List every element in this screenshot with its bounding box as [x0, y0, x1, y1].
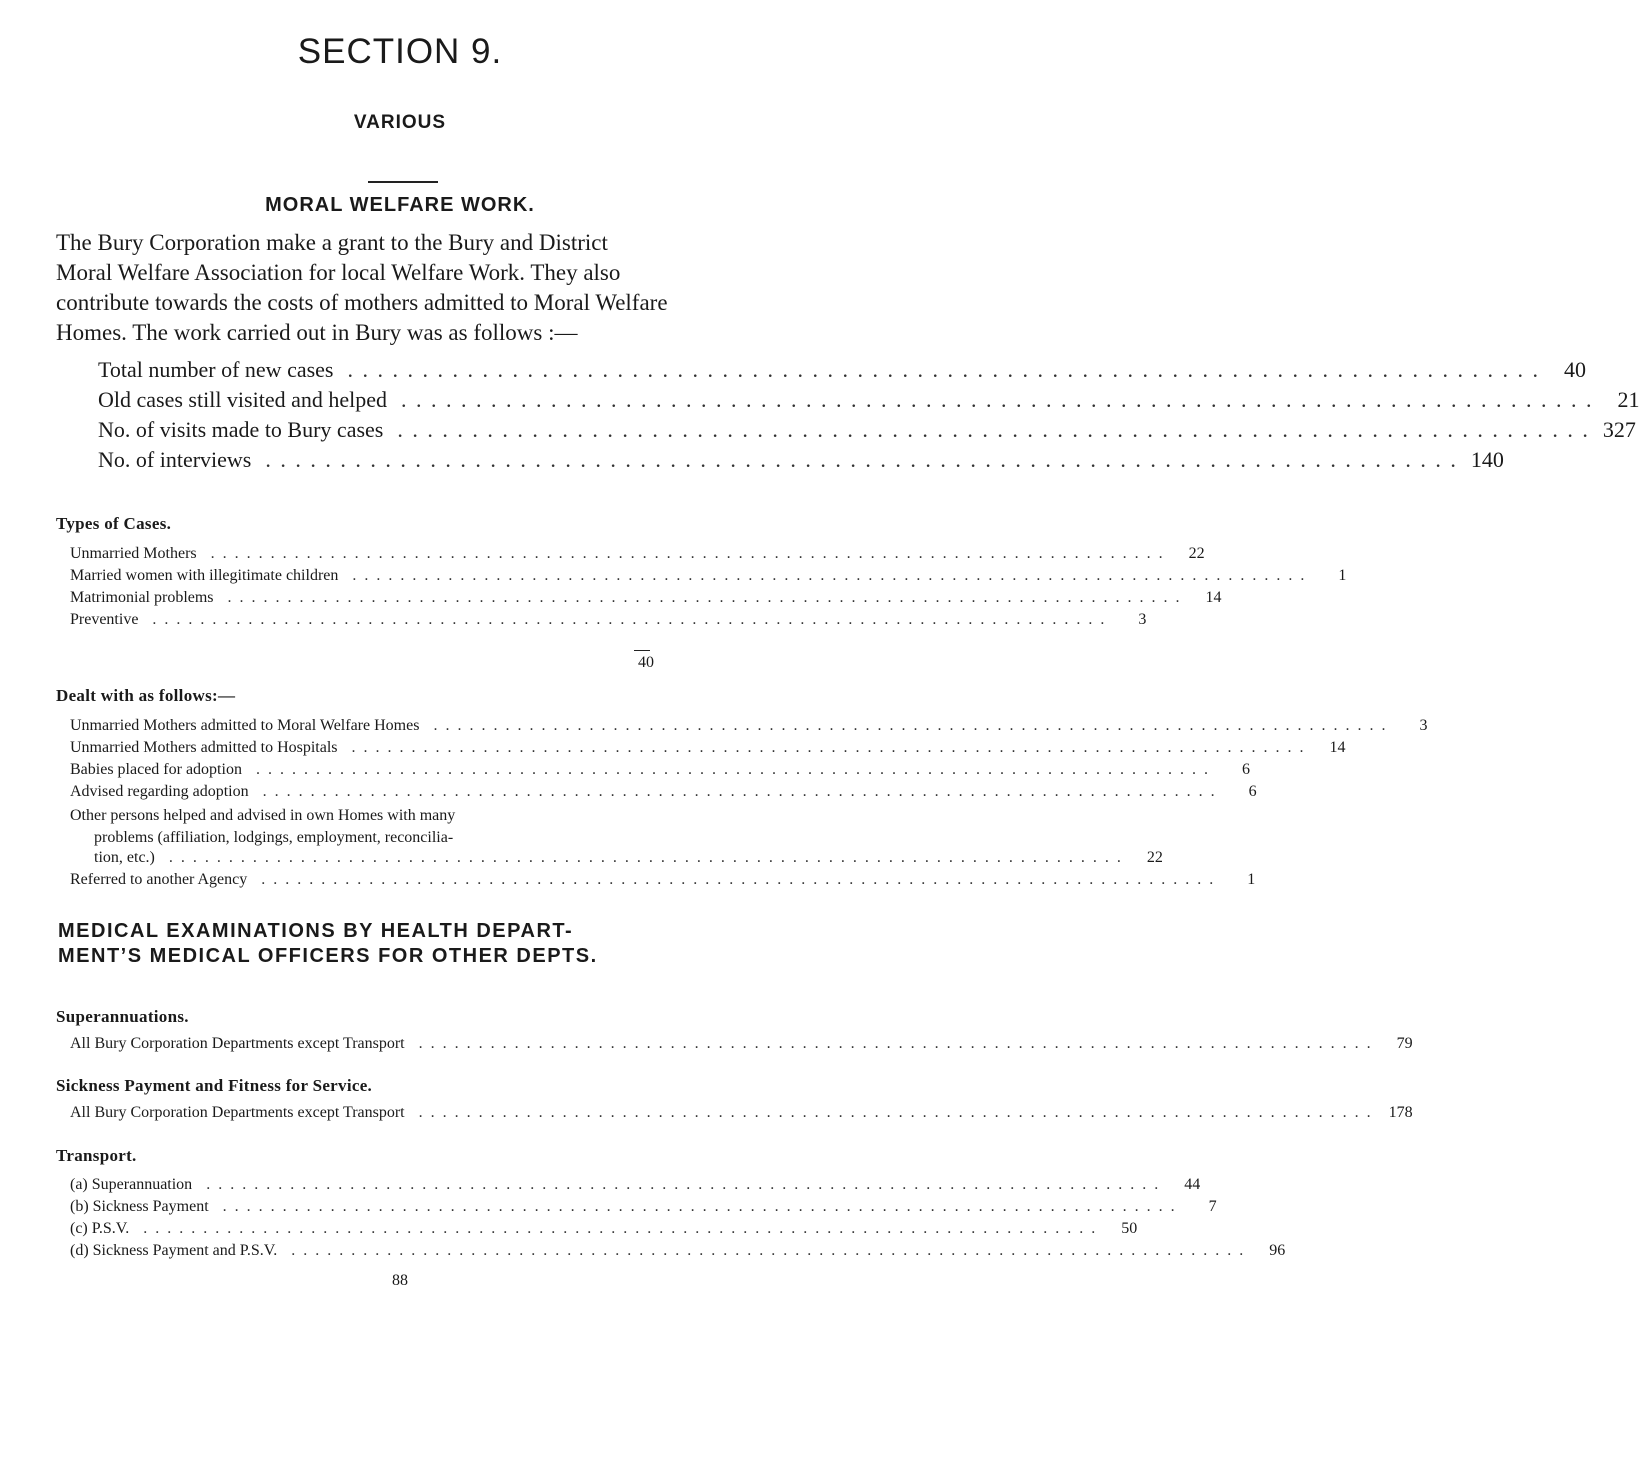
leader-dots: . . . . . . . . . . . . . . . . . . . . . . . . . . . . . . . . . . . . . . . . . . . . . . . . . . . . . . . . . . . . . . . . . . . . . . . . . . . . . . . . — [291, 1242, 1246, 1259]
intro-line: Moral Welfare Association for local Welfare Work. They also — [56, 260, 621, 285]
types-row — [70, 567, 1347, 589]
row-value: 178 — [1388, 1104, 1413, 1121]
row-label: All Bury Corporation Departments except Transport — [70, 1104, 405, 1121]
row-label: Matrimonial problems — [70, 589, 214, 606]
intro-line: Homes. The work carried out in Bury was as follows :— — [56, 320, 578, 345]
leader-dots: . . . . . . . . . . . . . . . . . . . . . . . . . . . . . . . . . . . . . . . . . . . . . . . . . . . . . . . . . . . . . . . . . . . . . . . . . . . . . . . . — [227, 589, 1182, 606]
row-label: No. of interviews — [98, 447, 252, 472]
row-value: 79 — [1396, 1035, 1413, 1052]
intro-paragraph — [56, 228, 756, 348]
row-label: Babies placed for adoption — [70, 761, 242, 778]
leader-dots: . . . . . . . . . . . . . . . . . . . . . . . . . . . . . . . . . . . . . . . . . . . . . . . . . . . . . . . . . . . . . . . . . . . . . . . . . . . . . . . . — [152, 611, 1107, 628]
superannuations-row — [70, 1035, 1413, 1057]
leader-dots: . . . . . . . . . . . . . . . . . . . . . . . . . . . . . . . . . . . . . . . . . . . . . . . . . . . . . . . . . . . . . . . . . . . . . . . . . . . . . . . . — [261, 871, 1216, 888]
sickness-row — [70, 1104, 1413, 1126]
dealt-row — [70, 717, 1428, 739]
transport-row — [70, 1220, 1138, 1242]
row-value: 22 — [1188, 545, 1205, 562]
row-label: (a) Superannuation — [70, 1176, 193, 1193]
row-value: 22 — [1146, 849, 1163, 866]
row-label: tion, etc.) — [94, 849, 155, 866]
dealt-with-heading: Dealt with as follows:— — [56, 686, 236, 705]
row-value: 14 — [1205, 589, 1222, 606]
section-subtitle: VARIOUS — [353, 112, 447, 133]
row-value: 40 — [1564, 357, 1586, 382]
row-label: Referred to another Agency — [70, 871, 248, 888]
leader-dots: . . . . . . . . . . . . . . . . . . . . . . . . . . . . . . . . . . . . . . . . . . . . . . . . . . . . . . . . . . . . . . . . . . . . . . . . . . . . . . . . — [401, 387, 1594, 412]
other-persons-paragraph — [70, 805, 654, 849]
dealt-row — [70, 739, 1346, 761]
leader-dots: . . . . . . . . . . . . . . . . . . . . . . . . . . . . . . . . . . . . . . . . . . . . . . . . . . . . . . . . . . . . . . . . . . . . . . . . . . . . . . . . — [265, 447, 1458, 472]
leader-dots: . . . . . . . . . . . . . . . . . . . . . . . . . . . . . . . . . . . . . . . . . . . . . . . . . . . . . . . . . . . . . . . . . . . . . . . . . . . . . . . . — [206, 1176, 1161, 1193]
row-value: 1 — [1338, 567, 1347, 584]
row-value: 3 — [1138, 611, 1147, 628]
summary-row — [98, 387, 1640, 417]
row-label: No. of visits made to Bury cases — [98, 417, 384, 442]
row-label: (b) Sickness Payment — [70, 1198, 209, 1215]
intro-line: The Bury Corporation make a grant to the Bury and District — [56, 230, 608, 255]
summary-row — [98, 417, 1636, 447]
leader-dots: . . . . . . . . . . . . . . . . . . . . . . . . . . . . . . . . . . . . . . . . . . . . . . . . . . . . . . . . . . . . . . . . . . . . . . . . . . . . . . . . — [351, 739, 1306, 756]
row-value: 327 — [1602, 417, 1636, 442]
row-value: 21 — [1617, 387, 1640, 412]
summary-row — [98, 447, 1504, 477]
leader-dots: . . . . . . . . . . . . . . . . . . . . . . . . . . . . . . . . . . . . . . . . . . . . . . . . . . . . . . . . . . . . . . . . . . . . . . . . . . . . . . . . — [397, 417, 1590, 442]
leader-dots: . . . . . . . . . . . . . . . . . . . . . . . . . . . . . . . . . . . . . . . . . . . . . . . . . . . . . . . . . . . . . . . . . . . . . . . . . . . . . . . . — [210, 545, 1165, 562]
row-label: Unmarried Mothers admitted to Hospitals — [70, 739, 338, 756]
row-value: 1 — [1247, 871, 1256, 888]
leader-dots: . . . . . . . . . . . . . . . . . . . . . . . . . . . . . . . . . . . . . . . . . . . . . . . . . . . . . . . . . . . . . . . . . . . . . . . . . . . . . . . . — [347, 357, 1540, 382]
divider-rule — [368, 181, 438, 183]
row-label: (d) Sickness Payment and P.S.V. — [70, 1242, 278, 1259]
page-number: 88 — [392, 1272, 408, 1289]
intro-line: contribute towards the costs of mothers admitted to Moral Welfare — [56, 290, 668, 315]
moral-welfare-heading: MORAL WELFARE WORK. — [265, 194, 535, 216]
dealt-row — [70, 871, 1256, 893]
summary-row — [98, 357, 1586, 387]
heading-line: MEDICAL EXAMINATIONS BY HEALTH DEPART- — [58, 920, 574, 942]
leader-dots: . . . . . . . . . . . . . . . . . . . . . . . . . . . . . . . . . . . . . . . . . . . . . . . . . . . . . . . . . . . . . . . . . . . . . . . . . . . . . . . . — [143, 1220, 1098, 1237]
row-value: 6 — [1241, 761, 1250, 778]
dealt-row — [70, 783, 1257, 805]
total-rule — [634, 650, 650, 651]
leader-dots: . . . . . . . . . . . . . . . . . . . . . . . . . . . . . . . . . . . . . . . . . . . . . . . . . . . . . . . . . . . . . . . . . . . . . . . . . . . . . . . . — [433, 717, 1388, 734]
sickness-payment-heading: Sickness Payment and Fitness for Service. — [56, 1076, 373, 1095]
transport-row — [70, 1242, 1286, 1264]
paragraph-line: problems (affiliation, lodgings, employment, reconcilia- — [94, 829, 454, 846]
types-row — [70, 589, 1222, 611]
row-label: Preventive — [70, 611, 139, 628]
row-value: 140 — [1470, 447, 1504, 472]
row-value: 6 — [1248, 783, 1257, 800]
leader-dots: . . . . . . . . . . . . . . . . . . . . . . . . . . . . . . . . . . . . . . . . . . . . . . . . . . . . . . . . . . . . . . . . . . . . . . . . . . . . . . . . — [255, 761, 1210, 778]
section-title: SECTION 9. — [297, 32, 503, 71]
leader-dots: . . . . . . . . . . . . . . . . . . . . . . . . . . . . . . . . . . . . . . . . . . . . . . . . . . . . . . . . . . . . . . . . . . . . . . . . . . . . . . . . — [418, 1104, 1373, 1121]
row-label: All Bury Corporation Departments except Transport — [70, 1035, 405, 1052]
row-label: Old cases still visited and helped — [98, 387, 387, 412]
row-label: Total number of new cases — [98, 357, 334, 382]
row-label: Advised regarding adoption — [70, 783, 249, 800]
transport-heading: Transport. — [56, 1146, 137, 1165]
leader-dots: . . . . . . . . . . . . . . . . . . . . . . . . . . . . . . . . . . . . . . . . . . . . . . . . . . . . . . . . . . . . . . . . . . . . . . . . . . . . . . . . — [262, 783, 1217, 800]
transport-row — [70, 1198, 1217, 1220]
heading-line: MENT’S MEDICAL OFFICERS FOR OTHER DEPTS. — [58, 945, 598, 967]
leader-dots: . . . . . . . . . . . . . . . . . . . . . . . . . . . . . . . . . . . . . . . . . . . . . . . . . . . . . . . . . . . . . . . . . . . . . . . . . . . . . . . . — [222, 1198, 1177, 1215]
row-value: 44 — [1184, 1176, 1201, 1193]
types-row — [70, 545, 1205, 567]
superannuations-heading: Superannuations. — [56, 1007, 189, 1026]
leader-dots: . . . . . . . . . . . . . . . . . . . . . . . . . . . . . . . . . . . . . . . . . . . . . . . . . . . . . . . . . . . . . . . . . . . . . . . . . . . . . . . . — [168, 849, 1123, 866]
row-label: (c) P.S.V. — [70, 1220, 130, 1237]
types-of-cases-heading: Types of Cases. — [56, 514, 172, 533]
row-value: 7 — [1208, 1198, 1217, 1215]
row-label: Unmarried Mothers — [70, 545, 197, 562]
row-value: 14 — [1329, 739, 1346, 756]
row-label: Unmarried Mothers admitted to Moral Welfare Homes — [70, 717, 420, 734]
row-value: 3 — [1419, 717, 1428, 734]
row-value: 96 — [1269, 1242, 1286, 1259]
row-value: 50 — [1121, 1220, 1138, 1237]
types-row — [70, 611, 1147, 633]
row-label: Married women with illegitimate children — [70, 567, 339, 584]
leader-dots: . . . . . . . . . . . . . . . . . . . . . . . . . . . . . . . . . . . . . . . . . . . . . . . . . . . . . . . . . . . . . . . . . . . . . . . . . . . . . . . . — [418, 1035, 1373, 1052]
leader-dots: . . . . . . . . . . . . . . . . . . . . . . . . . . . . . . . . . . . . . . . . . . . . . . . . . . . . . . . . . . . . . . . . . . . . . . . . . . . . . . . . — [352, 567, 1307, 584]
paragraph-line: Other persons helped and advised in own Homes with many — [70, 807, 456, 824]
medical-examinations-heading — [58, 919, 758, 969]
dealt-row — [94, 849, 1163, 871]
dealt-row — [70, 761, 1250, 783]
types-total: 40 — [638, 654, 654, 671]
transport-row — [70, 1176, 1201, 1198]
